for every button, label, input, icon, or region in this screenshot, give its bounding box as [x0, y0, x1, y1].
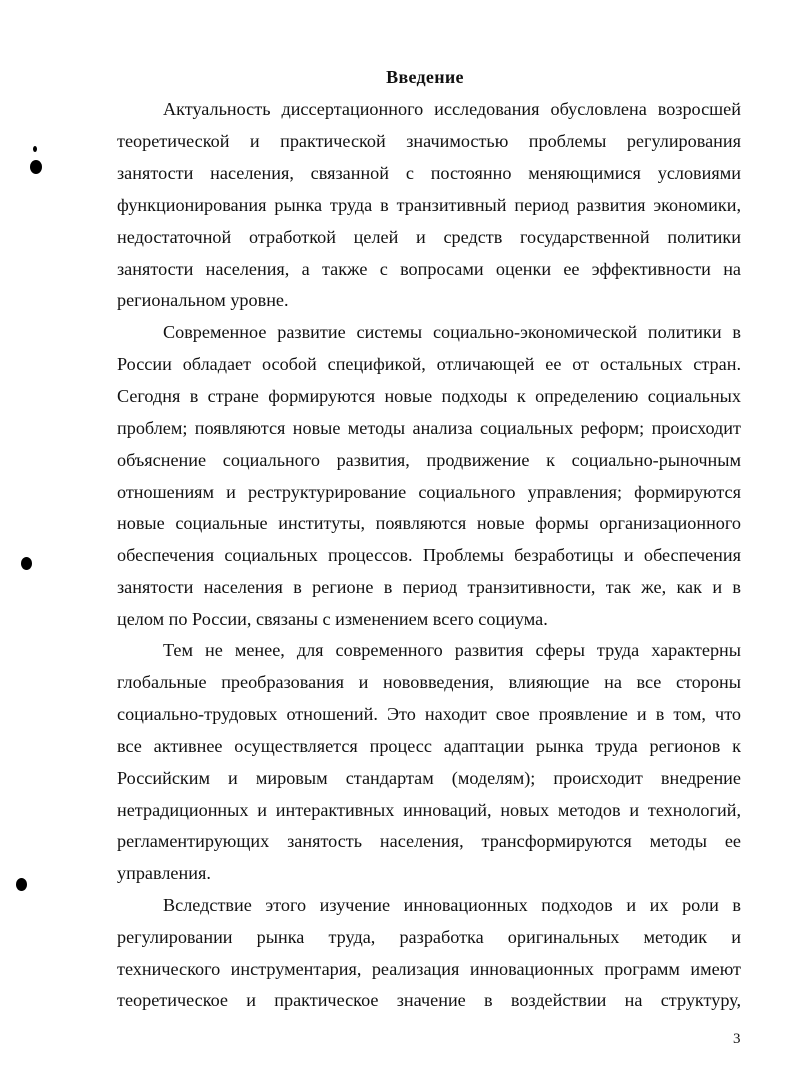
page-number: 3: [733, 1031, 741, 1047]
text-line: России обладает особой спецификой, отличающей ее от остальных стран.: [117, 354, 741, 374]
page-title: Введение: [386, 67, 464, 87]
text-line: Вследствие этого изучение инновационных подходов и их роли в: [163, 895, 741, 915]
text-line: новые социальные институты, появляются новые формы организационного: [117, 513, 741, 533]
text-line: технического инструментария, реализация инновационных программ имеют: [117, 959, 741, 979]
text-line: теоретической и практической значимостью проблемы регулирования: [117, 131, 741, 151]
text-line: региональном уровне.: [117, 290, 289, 310]
text-line: Сегодня в стране формируются новые подходы к определению социальных: [117, 386, 741, 406]
text-line: проблем; появляются новые методы анализа социальных реформ; происходит: [117, 418, 741, 438]
text-line: отношениям и реструктурирование социального управления; формируются: [117, 482, 741, 502]
text-line: Российским и мировым стандартам (моделям); происходит внедрение: [117, 768, 741, 788]
text-line: функционирования рынка труда в транзитивный период развития экономики,: [117, 195, 741, 215]
text-line: Актуальность диссертационного исследования обусловлена возросшей: [163, 99, 741, 119]
punch-mark-icon: [21, 557, 32, 570]
text-line: глобальные преобразования и нововведения, влияющие на все стороны: [117, 672, 741, 692]
text-line: недостаточной отработкой целей и средств государственной политики: [117, 227, 741, 247]
punch-mark-icon: [16, 878, 27, 891]
text-line: целом по России, связаны с изменением всего социума.: [117, 609, 548, 629]
text-line: занятости населения, связанной с постоянно меняющимися условиями: [117, 163, 741, 183]
text-line: обеспечения социальных процессов. Проблемы безработицы и обеспечения: [117, 545, 741, 565]
text-line: нетрадиционных и интерактивных инноваций, новых методов и технологий,: [117, 800, 741, 820]
text-line: Тем не менее, для современного развития сферы труда характерны: [163, 640, 741, 660]
text-line: занятости населения, а также с вопросами оценки ее эффективности на: [117, 259, 741, 279]
text-line: объяснение социального развития, продвижение к социально-рыночным: [117, 450, 741, 470]
punch-mark-icon: [30, 160, 42, 174]
text-line: социально-трудовых отношений. Это находит свое проявление и в том, что: [117, 704, 741, 724]
text-line: Современное развитие системы социально-экономической политики в: [163, 322, 741, 342]
text-line: все активнее осуществляется процесс адаптации рынка труда регионов к: [117, 736, 741, 756]
text-line: регламентирующих занятость населения, трансформируются методы ее: [117, 831, 741, 851]
text-line: занятости населения в регионе в период транзитивности, так же, как и в: [117, 577, 741, 597]
text-line: управления.: [117, 863, 211, 883]
text-line: теоретическое и практическое значение в воздействии на структуру,: [117, 990, 741, 1010]
punch-mark-icon: [33, 146, 37, 152]
text-line: регулировании рынка труда, разработка оригинальных методик и: [117, 927, 741, 947]
